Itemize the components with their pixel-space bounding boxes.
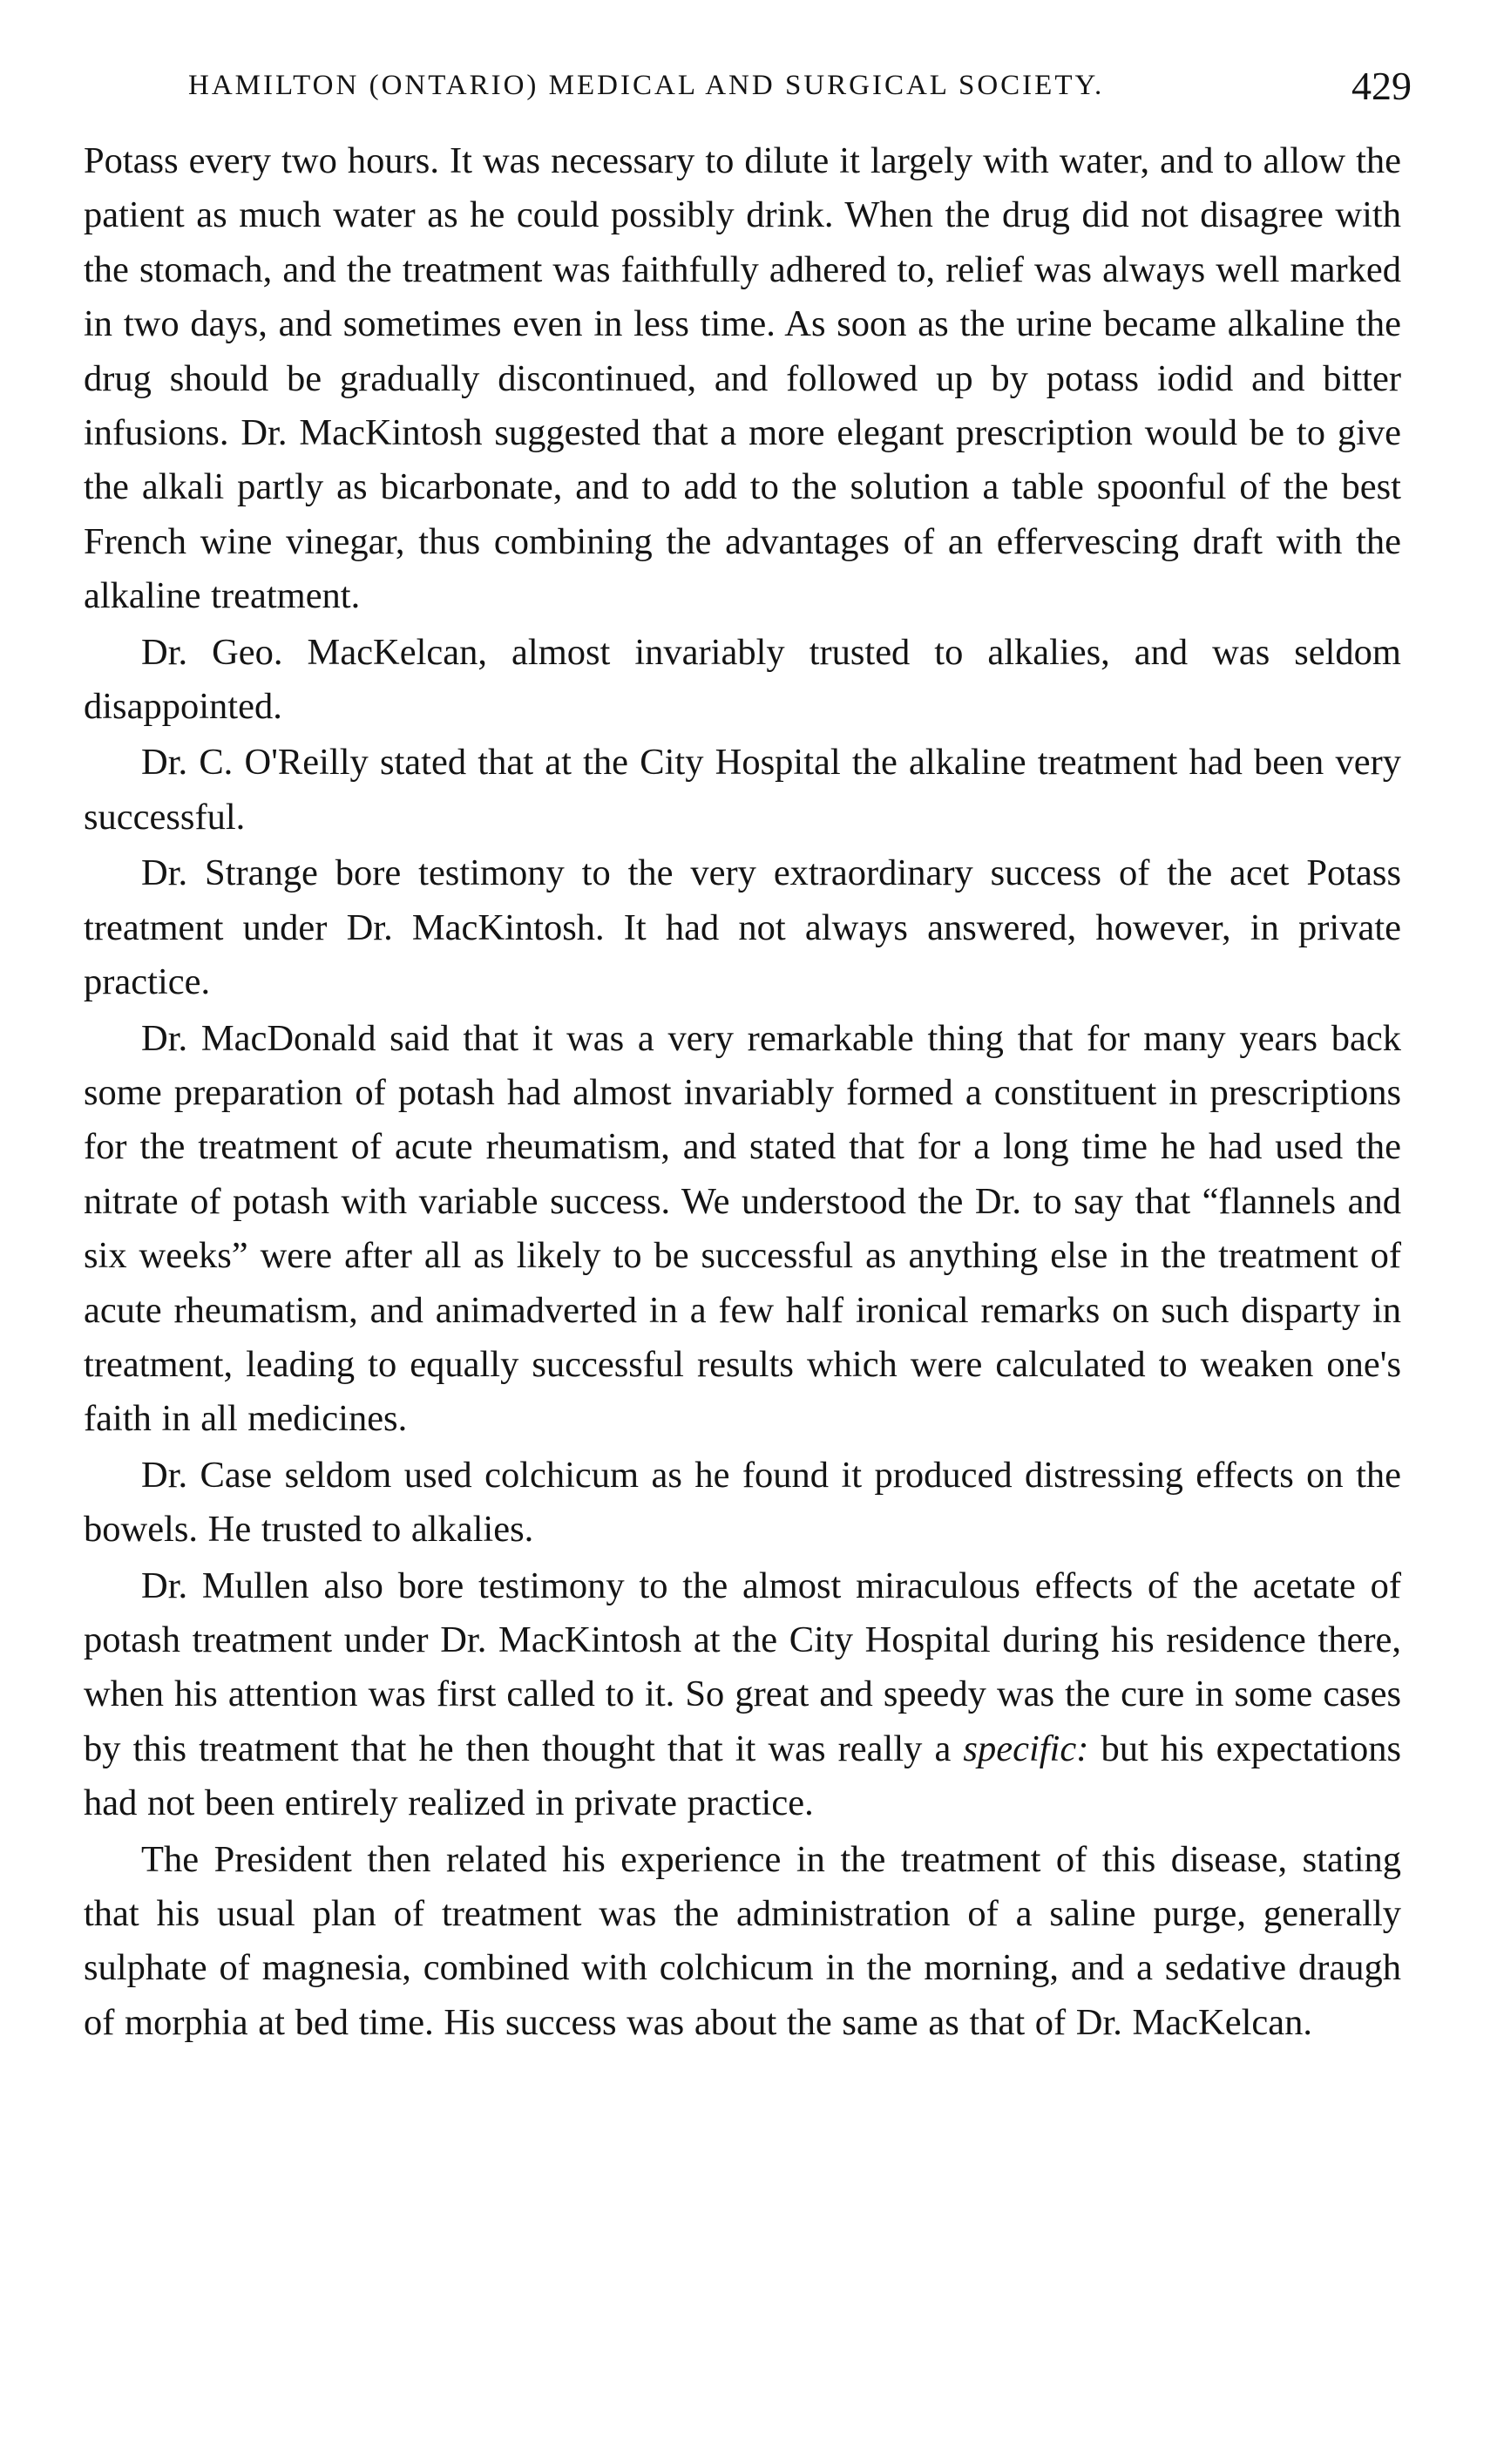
paragraph-dr-mullen xyxy=(84,1559,1401,1831)
paragraph-dr-oreilly: Dr. C. O'Reilly stated that at the City Hospital the alkaline treatment had been very successful. xyxy=(84,742,1401,838)
paragraph-dr-case: Dr. Case seldom used colchicum as he found it produced distressing effects on the bowels. He trusted to alkalies. xyxy=(84,1454,1401,1551)
page-number: 429 xyxy=(1351,64,1412,108)
running-title: HAMILTON (ONTARIO) MEDICAL AND SURGICAL SOCIETY. xyxy=(188,70,1105,101)
paragraph-dr-mackelcan: Dr. Geo. MacKelcan, almost invariably trusted to alkalies, and was seldom disappointed. xyxy=(84,631,1401,728)
paragraph-dr-mullen-text-after: but his expectations had not been entirely realized in private practice. xyxy=(84,1728,1401,1824)
paragraph-dr-mullen-text-before: Dr. Mullen also bore testimony to the almost miraculous effects of the acetate of potash treatment under Dr. MacKintosh at the City Hospital during his residence there, when his attention was first called to it. So great and speedy was the cure in some cases by this treatment that he then thought that it was really a xyxy=(84,1565,1401,1769)
paragraph-dr-mullen-emphasis: specific: xyxy=(963,1728,1089,1769)
paragraph-acetate-potass: Potass every two hours. It was necessary to dilute it largely with water, and to allow the patient as much water as he could possibly drink. When the drug did not disagree with the stomach, and the treatment was faithfully adhered to, relief was always well marked in two days, and sometimes even in less time. As soon as the urine became alkaline the drug should be gradually discontinued, and followed up by potass iodid and bitter infusions. Dr. MacKintosh suggested that a more elegant prescription would be to give the alkali partly as bicarbonate, and to add to the solution a table spoonful of the best French wine vinegar, thus combining the advantages of an effervescing draft with the alkaline treatment. xyxy=(84,140,1401,617)
paragraph-the-president: The President then related his experience in the treatment of this disease, stating that his usual plan of treatment was the administration of a saline purge, generally sulphate of magnesia, combined with colchicum in the morning, and a sedative draugh of morphia at bed time. His success was about the same as that of Dr. MacKelcan. xyxy=(84,1838,1401,2043)
paragraph-dr-macdonald: Dr. MacDonald said that it was a very remarkable thing that for many years back some preparation of potash had almost invariably formed a constituent in prescriptions for the treatment of acute rheumatism, and stated that for a long time he had used the nitrate of potash with variable success. We understood the Dr. to say that “flannels and six weeks” were after all as likely to be successful as anything else in the treatment of acute rheumatism, and animadverted in a few half ironical remarks on such disparty in treatment, leading to equally successful results which were calculated to weaken one's faith in all medicines. xyxy=(84,1017,1401,1440)
running-head xyxy=(174,64,1412,126)
body-text xyxy=(84,134,1401,2052)
paragraph-dr-strange: Dr. Strange bore testimony to the very extraordinary success of the acet Potass treatment under Dr. MacKintosh. It had not always answered, however, in private practice. xyxy=(84,852,1401,1003)
